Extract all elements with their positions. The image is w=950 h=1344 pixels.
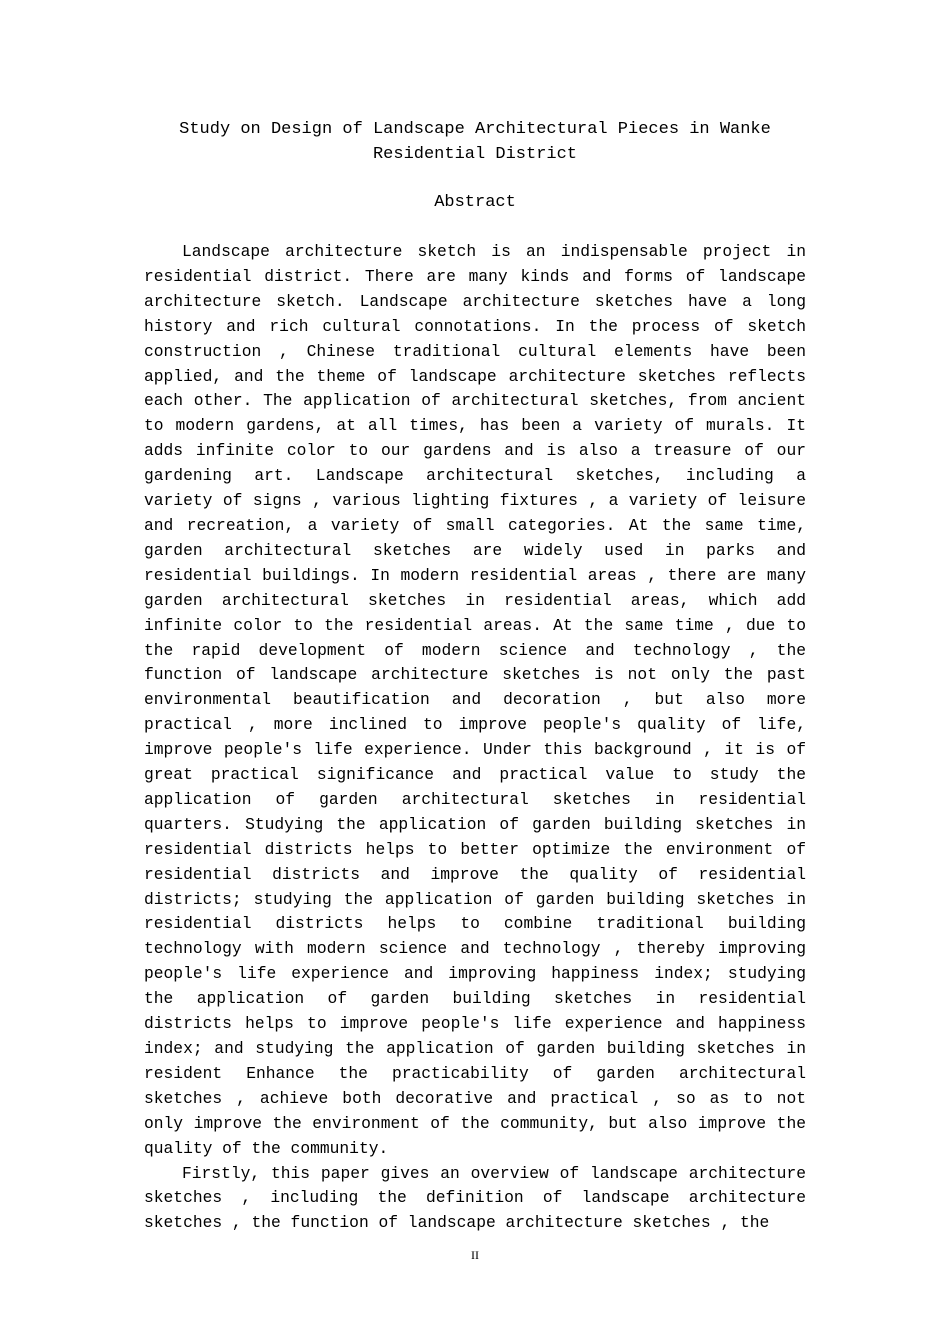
page-title: Study on Design of Landscape Architectural Pieces in Wanke Residential District	[179, 120, 771, 164]
abstract-paragraph-1: Landscape architecture sketch is an indispensable project in residential district. There are many kinds and forms of landscape architecture sketch. Landscape architecture sketches have a long history and rich cultural connotations. In the process of sketch construction , Chinese traditional cultural elements have been applied, and the theme of landscape architecture sketches reflects each other. The application of architectural sketches, from ancient to modern gardens, at all times, has been a variety of murals. It adds infinite color to our gardens and is also a treasure of our gardening art. Landscape architectural sketches, including a variety of signs , various lighting fixtures , a variety of leisure and recreation, a variety of small categories. At the same time, garden architectural sketches are widely used in parks and residential buildings. In modern residential areas , there are many garden architectural sketches in residential areas, which add infinite color to the residential areas. At the same time , due to the rapid development of modern science and technology , the function of landscape architecture sketches is not only the past environmental beautification and decoration , but also more practical , more inclined to improve people's quality of life, improve people's life experience. Under this background , it is of great practical significance and practical value to study the application of garden architectural sketches in residential quarters. Studying the application of garden building sketches in residential districts helps to better optimize the environment of residential districts and improve the quality of residential districts; studying the application of garden building sketches in residential districts helps to combine traditional building technology with modern science and technology , thereby improving people's life experience and improving happiness index; studying the application of garden building sketches in residential districts helps to improve people's life experience and happiness index; and studying the application of garden building sketches in resident Enhance the practicability of garden architectural sketches , achieve both decorative and practical , so as to not only improve the environment of the community, but also improve the quality of the community.	[144, 242, 806, 1158]
page-number: II	[471, 1248, 479, 1262]
abstract-paragraph-2: Firstly, this paper gives an overview of landscape architecture sketches , including the definition of landscape architecture sketches , the function of landscape architecture sketches , the	[144, 1163, 806, 1233]
abstract-heading: Abstract	[434, 193, 516, 212]
abstract-body	[144, 240, 806, 1233]
